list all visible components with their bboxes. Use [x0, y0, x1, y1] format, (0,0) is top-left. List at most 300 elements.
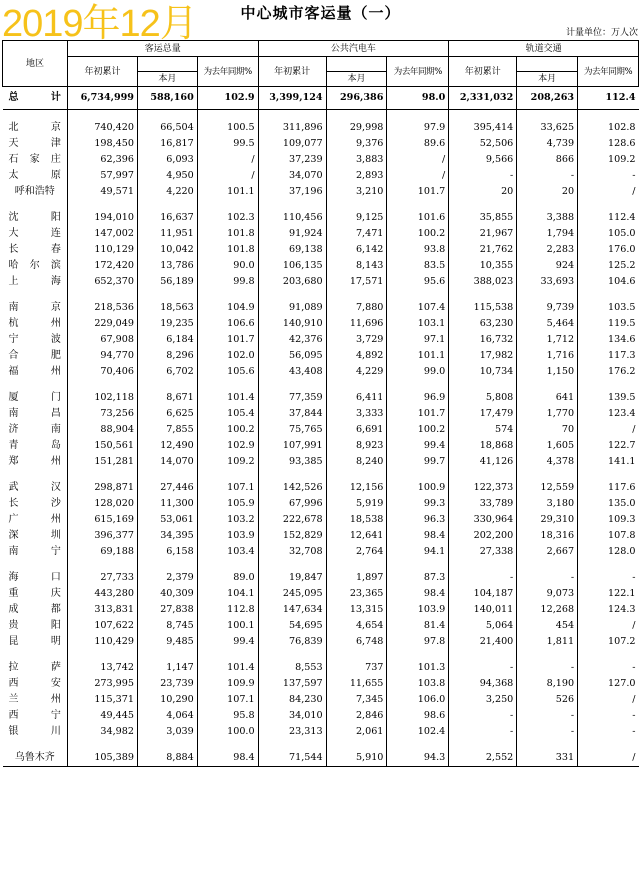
- cell-value: 102.4: [387, 724, 449, 740]
- header-region: 地区: [3, 41, 68, 87]
- cell-value: 77,359: [258, 390, 326, 406]
- group-spacer: [3, 560, 639, 570]
- cell-value: 5,064: [449, 618, 517, 634]
- region-name: 拉萨: [8, 662, 61, 673]
- cell-value: 311,896: [258, 120, 326, 136]
- city-row: [3, 258, 639, 274]
- cell-value: 104.1: [197, 586, 258, 602]
- city-row: [3, 136, 639, 152]
- city-row: [3, 184, 639, 200]
- cell-value: 63,230: [449, 316, 517, 332]
- city-row: [3, 316, 639, 332]
- cell-value: 140,910: [258, 316, 326, 332]
- cell-value: 99.7: [387, 454, 449, 470]
- cell-value: 101.7: [387, 184, 449, 200]
- city-row: [3, 348, 639, 364]
- cell-value: /: [387, 152, 449, 168]
- cell-value: 6,748: [326, 634, 387, 650]
- total-row: [3, 87, 639, 110]
- cell-value: 1,716: [517, 348, 578, 364]
- cell-value: 76,839: [258, 634, 326, 650]
- cell-value: -: [517, 660, 578, 676]
- cell-value: 33,693: [517, 274, 578, 290]
- cell-value: 53,061: [138, 512, 198, 528]
- header-group-bus: 公共汽电车: [258, 41, 449, 57]
- cell-value: 102.0: [197, 348, 258, 364]
- cell-value: 641: [517, 390, 578, 406]
- cell-value: 32,708: [258, 544, 326, 560]
- cell-value: 93,385: [258, 454, 326, 470]
- cell-value: -: [449, 570, 517, 586]
- cell-value: 103.9: [197, 528, 258, 544]
- cell-value: 134.6: [578, 332, 639, 348]
- cell-value: 84,230: [258, 692, 326, 708]
- cell-value: 1,897: [326, 570, 387, 586]
- cell-value: 122.7: [578, 438, 639, 454]
- cell-value: 105.0: [578, 226, 639, 242]
- cell-value: 3,388: [517, 210, 578, 226]
- cell-value: 95.8: [197, 708, 258, 724]
- cell-value: 124.3: [578, 602, 639, 618]
- cell-value: 615,169: [67, 512, 137, 528]
- cell-value: 140,011: [449, 602, 517, 618]
- cell-value: 96.3: [387, 512, 449, 528]
- cell-value: 8,884: [138, 750, 198, 767]
- cell-value: 172,420: [67, 258, 137, 274]
- region-name: 长沙: [8, 498, 61, 509]
- cell-value: 1,770: [517, 406, 578, 422]
- cell-value: 388,023: [449, 274, 517, 290]
- cell-value: 313,831: [67, 602, 137, 618]
- cell-value: 16,637: [138, 210, 198, 226]
- cell-value: 8,240: [326, 454, 387, 470]
- cell-value: 142,526: [258, 480, 326, 496]
- cell-value: 67,996: [258, 496, 326, 512]
- cell-value: 454: [517, 618, 578, 634]
- cell-value: 89.0: [197, 570, 258, 586]
- cell-value: 103.5: [578, 300, 639, 316]
- cell-value: 33,625: [517, 120, 578, 136]
- cell-value: 37,196: [258, 184, 326, 200]
- cell-value: 3,210: [326, 184, 387, 200]
- cell-value: 34,010: [258, 708, 326, 724]
- city-row: [3, 332, 639, 348]
- cell-value: 104.6: [578, 274, 639, 290]
- cell-value: 23,739: [138, 676, 198, 692]
- cell-value: 245,095: [258, 586, 326, 602]
- cell-value: 151,281: [67, 454, 137, 470]
- cell-value: 99.3: [387, 496, 449, 512]
- cell-value: 109.3: [578, 512, 639, 528]
- cell-value: 69,138: [258, 242, 326, 258]
- cell-value: 21,762: [449, 242, 517, 258]
- region-name: 昆明: [8, 636, 61, 647]
- header-yoy: 为去年同期%: [197, 57, 258, 87]
- cell-value: 10,290: [138, 692, 198, 708]
- cell-value: 2,846: [326, 708, 387, 724]
- cell-value: 70,406: [67, 364, 137, 380]
- cell-value: -: [578, 660, 639, 676]
- cell-value: 150,561: [67, 438, 137, 454]
- cell-value: 7,345: [326, 692, 387, 708]
- cell-value: 54,695: [258, 618, 326, 634]
- cell-value: 99.8: [197, 274, 258, 290]
- cell-value: 5,808: [449, 390, 517, 406]
- cell-value: 34,070: [258, 168, 326, 184]
- cell-value: 66,504: [138, 120, 198, 136]
- cell-value: 9,376: [326, 136, 387, 152]
- cell-value: -: [517, 708, 578, 724]
- cell-value: 6,691: [326, 422, 387, 438]
- cell-value: 443,280: [67, 586, 137, 602]
- cell-value: /: [197, 168, 258, 184]
- cell-value: 91,924: [258, 226, 326, 242]
- cell-value: 395,414: [449, 120, 517, 136]
- cell-value: 12,641: [326, 528, 387, 544]
- cell-value: 13,315: [326, 602, 387, 618]
- cell-value: 128.0: [578, 544, 639, 560]
- group-spacer: [3, 740, 639, 750]
- cell-value: 100.2: [387, 422, 449, 438]
- cell-value: 119.5: [578, 316, 639, 332]
- cell-value: 198,450: [67, 136, 137, 152]
- cell-value: 115,538: [449, 300, 517, 316]
- cell-value: 17,571: [326, 274, 387, 290]
- city-row: [3, 300, 639, 316]
- cell-value: 331: [517, 750, 578, 767]
- city-row: [3, 602, 639, 618]
- group-spacer: [3, 380, 639, 390]
- cell-value: -: [517, 168, 578, 184]
- cell-value: -: [449, 724, 517, 740]
- cell-value: 8,671: [138, 390, 198, 406]
- cell-value: 8,745: [138, 618, 198, 634]
- cell-value: 100.9: [387, 480, 449, 496]
- cell-value: 8,143: [326, 258, 387, 274]
- cell-value: 27,446: [138, 480, 198, 496]
- region-name: 合肥: [8, 350, 61, 361]
- region-name: 乌鲁木齐: [3, 750, 68, 767]
- cell-value: 11,300: [138, 496, 198, 512]
- cell-value: 4,950: [138, 168, 198, 184]
- cell-value: -: [578, 168, 639, 184]
- cell-value: 9,125: [326, 210, 387, 226]
- cell-value: 3,039: [138, 724, 198, 740]
- city-row: [3, 618, 639, 634]
- cell-value: 137,597: [258, 676, 326, 692]
- cell-value: 4,739: [517, 136, 578, 152]
- city-row: [3, 226, 639, 242]
- cell-value: 737: [326, 660, 387, 676]
- cell-value: 100.2: [197, 422, 258, 438]
- cell-value: 110,456: [258, 210, 326, 226]
- cell-value: /: [578, 184, 639, 200]
- cell-value: 8,296: [138, 348, 198, 364]
- cell-value: 10,042: [138, 242, 198, 258]
- cell-value: 4,229: [326, 364, 387, 380]
- region-name: 呼和浩特: [14, 186, 55, 197]
- cell-value: 106.0: [387, 692, 449, 708]
- cell-value: 89.6: [387, 136, 449, 152]
- header-month: 本月: [138, 72, 198, 87]
- cell-value: 100.0: [197, 724, 258, 740]
- region-name: 贵阳: [8, 620, 61, 631]
- cell-value: 2,283: [517, 242, 578, 258]
- cell-value: 194,010: [67, 210, 137, 226]
- city-row: [3, 512, 639, 528]
- cell-value: 2,667: [517, 544, 578, 560]
- cell-value: 102.3: [197, 210, 258, 226]
- cell-value: 103.9: [387, 602, 449, 618]
- group-spacer: [3, 290, 639, 300]
- cell-value: 97.9: [387, 120, 449, 136]
- cell-value: 93.8: [387, 242, 449, 258]
- cell-value: 18,563: [138, 300, 198, 316]
- cell-value: 20: [449, 184, 517, 200]
- region-name: 沈阳: [8, 212, 61, 223]
- cell-value: 6,142: [326, 242, 387, 258]
- cell-value: 2,331,032: [449, 87, 517, 110]
- cell-value: 94,368: [449, 676, 517, 692]
- header-month: 本月: [517, 72, 578, 87]
- cell-value: 8,190: [517, 676, 578, 692]
- cell-value: -: [517, 724, 578, 740]
- table-body: [3, 87, 639, 767]
- header-yoy: 为去年同期%: [578, 57, 639, 87]
- cell-value: 127.0: [578, 676, 639, 692]
- cell-value: 218,536: [67, 300, 137, 316]
- cell-value: 73,256: [67, 406, 137, 422]
- region-name: 广州: [8, 514, 61, 525]
- cell-value: 90.0: [197, 258, 258, 274]
- region-name: 北京: [8, 122, 61, 133]
- cell-value: -: [517, 570, 578, 586]
- cell-value: 103.8: [387, 676, 449, 692]
- cell-value: 21,400: [449, 634, 517, 650]
- cell-value: 122.1: [578, 586, 639, 602]
- cell-value: 102.8: [578, 120, 639, 136]
- cell-value: 7,880: [326, 300, 387, 316]
- cell-value: 1,150: [517, 364, 578, 380]
- city-row: [3, 544, 639, 560]
- cell-value: 98.4: [387, 586, 449, 602]
- cell-value: 95.6: [387, 274, 449, 290]
- cell-value: 123.4: [578, 406, 639, 422]
- cell-value: 56,189: [138, 274, 198, 290]
- cell-value: 18,316: [517, 528, 578, 544]
- region-name: 总 计: [3, 87, 68, 110]
- cell-value: 102.9: [197, 438, 258, 454]
- cell-value: 18,538: [326, 512, 387, 528]
- region-name: 福州: [8, 366, 61, 377]
- city-row: [3, 454, 639, 470]
- cell-value: 37,239: [258, 152, 326, 168]
- cell-value: 109.9: [197, 676, 258, 692]
- city-row: [3, 750, 639, 767]
- region-name: 长春: [8, 244, 61, 255]
- city-row: [3, 528, 639, 544]
- cell-value: 101.7: [387, 406, 449, 422]
- cell-value: /: [578, 750, 639, 767]
- cell-value: 866: [517, 152, 578, 168]
- cell-value: 147,634: [258, 602, 326, 618]
- cell-value: 16,817: [138, 136, 198, 152]
- region-name: 哈尔滨: [8, 260, 61, 271]
- date-overlay: 2019年12月: [2, 3, 197, 45]
- cell-value: 117.6: [578, 480, 639, 496]
- city-row: [3, 570, 639, 586]
- city-row: [3, 364, 639, 380]
- cell-value: 99.4: [387, 438, 449, 454]
- city-row: [3, 634, 639, 650]
- header-ytd: 年初累计: [258, 57, 326, 87]
- cell-value: 94,770: [67, 348, 137, 364]
- cell-value: 128,020: [67, 496, 137, 512]
- cell-value: 11,655: [326, 676, 387, 692]
- city-row: [3, 152, 639, 168]
- cell-value: 81.4: [387, 618, 449, 634]
- cell-value: 37,844: [258, 406, 326, 422]
- cell-value: 3,333: [326, 406, 387, 422]
- cell-value: 6,093: [138, 152, 198, 168]
- region-name: 上海: [8, 276, 61, 287]
- cell-value: 94.3: [387, 750, 449, 767]
- cell-value: 18,868: [449, 438, 517, 454]
- header-ytd: 年初累计: [67, 57, 137, 87]
- cell-value: 105.9: [197, 496, 258, 512]
- cell-value: 71,544: [258, 750, 326, 767]
- cell-value: 98.0: [387, 87, 449, 110]
- cell-value: 94.1: [387, 544, 449, 560]
- region-name: 厦门: [8, 392, 61, 403]
- cell-value: 202,200: [449, 528, 517, 544]
- cell-value: 19,235: [138, 316, 198, 332]
- cell-value: 105.6: [197, 364, 258, 380]
- cell-value: 2,379: [138, 570, 198, 586]
- cell-value: 91,089: [258, 300, 326, 316]
- group-spacer: [3, 650, 639, 660]
- city-row: [3, 168, 639, 184]
- cell-value: 104,187: [449, 586, 517, 602]
- region-name: 重庆: [8, 588, 61, 599]
- cell-value: 107.8: [578, 528, 639, 544]
- cell-value: 6,702: [138, 364, 198, 380]
- city-row: [3, 406, 639, 422]
- cell-value: 88,904: [67, 422, 137, 438]
- cell-value: 4,892: [326, 348, 387, 364]
- cell-value: 4,064: [138, 708, 198, 724]
- region-name: 大连: [8, 228, 61, 239]
- cell-value: 125.2: [578, 258, 639, 274]
- cell-value: 9,485: [138, 634, 198, 650]
- cell-value: 2,552: [449, 750, 517, 767]
- cell-value: 8,553: [258, 660, 326, 676]
- cell-value: 4,220: [138, 184, 198, 200]
- cell-value: 102.9: [197, 87, 258, 110]
- cell-value: 105,389: [67, 750, 137, 767]
- cell-value: 4,378: [517, 454, 578, 470]
- cell-value: 106.6: [197, 316, 258, 332]
- cell-value: 296,386: [326, 87, 387, 110]
- cell-value: 109.2: [197, 454, 258, 470]
- header-group-rail: 轨道交通: [449, 41, 639, 57]
- cell-value: 7,471: [326, 226, 387, 242]
- cell-value: 99.4: [197, 634, 258, 650]
- group-spacer: [3, 200, 639, 210]
- cell-value: 3,883: [326, 152, 387, 168]
- cell-value: 67,908: [67, 332, 137, 348]
- cell-value: 273,995: [67, 676, 137, 692]
- cell-value: 176.2: [578, 364, 639, 380]
- cell-value: 101.6: [387, 210, 449, 226]
- cell-value: 6,158: [138, 544, 198, 560]
- cell-value: 87.3: [387, 570, 449, 586]
- city-row: [3, 692, 639, 708]
- cell-value: 106,135: [258, 258, 326, 274]
- cell-value: 6,734,999: [67, 87, 137, 110]
- region-name: 西安: [8, 678, 61, 689]
- region-name: 南昌: [8, 408, 61, 419]
- cell-value: 27,838: [138, 602, 198, 618]
- cell-value: -: [578, 708, 639, 724]
- cell-value: 12,268: [517, 602, 578, 618]
- unit-label: 计量单位：万人次: [565, 28, 638, 38]
- cell-value: 99.5: [197, 136, 258, 152]
- cell-value: 100.5: [197, 120, 258, 136]
- cell-value: 5,464: [517, 316, 578, 332]
- cell-value: 2,061: [326, 724, 387, 740]
- cell-value: 740,420: [67, 120, 137, 136]
- region-name: 深圳: [8, 530, 61, 541]
- cell-value: -: [449, 708, 517, 724]
- cell-value: 1,811: [517, 634, 578, 650]
- cell-value: 17,479: [449, 406, 517, 422]
- city-row: [3, 274, 639, 290]
- cell-value: 110,129: [67, 242, 137, 258]
- cell-value: 12,559: [517, 480, 578, 496]
- cell-value: 16,732: [449, 332, 517, 348]
- cell-value: 115,371: [67, 692, 137, 708]
- cell-value: 98.4: [387, 528, 449, 544]
- cell-value: 396,377: [67, 528, 137, 544]
- cell-value: 42,376: [258, 332, 326, 348]
- cell-value: 69,188: [67, 544, 137, 560]
- cell-value: 70: [517, 422, 578, 438]
- header-group-total: 客运总量: [67, 41, 258, 57]
- cell-value: 35,855: [449, 210, 517, 226]
- cell-value: 103.1: [387, 316, 449, 332]
- cell-value: -: [449, 168, 517, 184]
- region-name: 银川: [8, 726, 61, 737]
- cell-value: 574: [449, 422, 517, 438]
- cell-value: /: [578, 692, 639, 708]
- cell-value: 13,786: [138, 258, 198, 274]
- cell-value: 97.8: [387, 634, 449, 650]
- cell-value: 3,399,124: [258, 87, 326, 110]
- cell-value: 112.4: [578, 87, 639, 110]
- cell-value: 97.1: [387, 332, 449, 348]
- region-name: 青岛: [8, 440, 61, 451]
- cell-value: 107.2: [578, 634, 639, 650]
- cell-value: /: [197, 152, 258, 168]
- cell-value: 5,910: [326, 750, 387, 767]
- cell-value: 109,077: [258, 136, 326, 152]
- cell-value: 112.8: [197, 602, 258, 618]
- cell-value: 52,506: [449, 136, 517, 152]
- cell-value: 102,118: [67, 390, 137, 406]
- cell-value: 135.0: [578, 496, 639, 512]
- cell-value: 98.6: [387, 708, 449, 724]
